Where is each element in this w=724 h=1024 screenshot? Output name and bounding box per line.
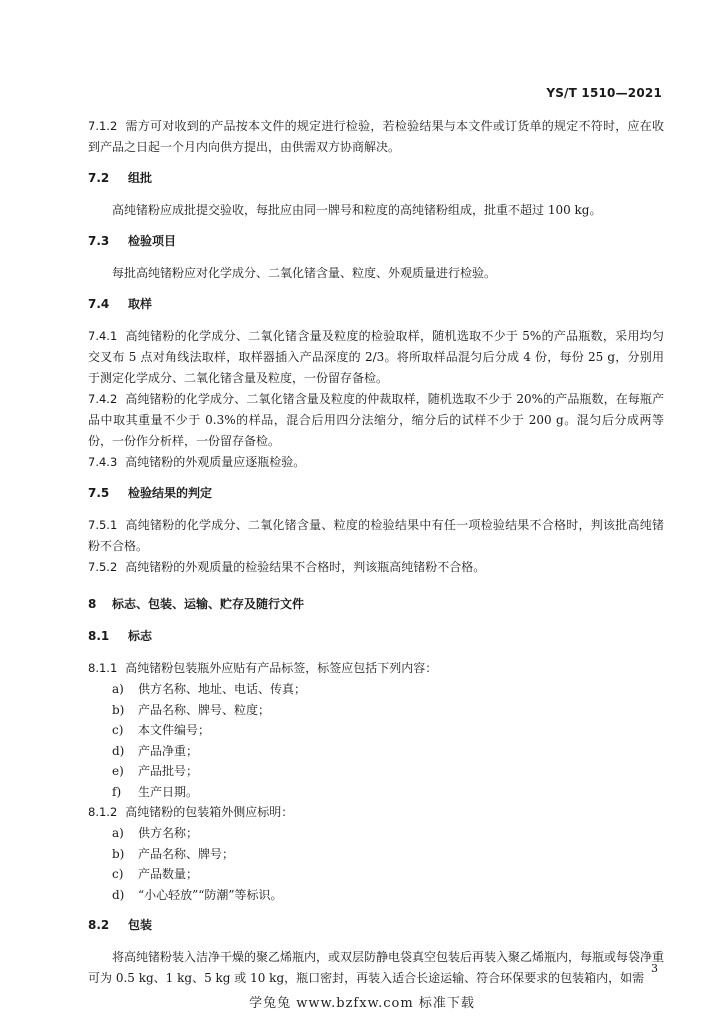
list-item <box>88 844 664 865</box>
clause-text: 高纯锗粉的化学成分、二氧化锗含量及粒度的检验取样，随机选取不少于 5%的产品瓶数，采用均匀交叉布 5 点对角线法取样，取样器插入产品深度的 2/3。将所取样品混匀后分成 4 份，每份 25 g，分别用于测定化学成分、二氧化锗含量及粒度，一份留存备检。 <box>88 329 664 385</box>
heading-title: 取样 <box>128 297 153 311</box>
list-marker: d) <box>112 743 125 758</box>
list-text: 产品净重； <box>138 743 199 758</box>
clause-text: 高纯锗粉的化学成分、二氧化锗含量及粒度的仲裁取样，随机选取不少于 20%的产品瓶数，在每瓶产品中取其重量不少于 0.3%的样品，混合后用四分法缩分，缩分后的试样不少于 200 g。混匀后分成两等份，一份作分析样，一份留存备检。 <box>88 392 664 448</box>
heading-title: 标志、包装、运输、贮存及随行文件 <box>112 597 305 611</box>
list-text: “小心轻放”“防潮”等标识。 <box>138 887 283 902</box>
heading-title: 包装 <box>128 918 153 932</box>
heading-number: 8.2 <box>88 918 110 932</box>
heading-title: 组批 <box>128 171 153 185</box>
heading-number: 7.3 <box>88 234 110 248</box>
list-item <box>88 700 664 721</box>
clause-number: 8.1.1 <box>88 661 118 675</box>
list-item <box>88 823 664 844</box>
watermark-footer: 学兔兔 www.bzfxw.com 标准下载 <box>249 996 475 1011</box>
list-item <box>88 720 664 741</box>
clause-text: 高纯锗粉的外观质量的检验结果不合格时，判该瓶高纯锗粉不合格。 <box>125 560 486 574</box>
list-marker: c) <box>112 723 124 737</box>
clause-number: 7.1.2 <box>88 119 118 133</box>
clause-number: 7.4.1 <box>88 329 118 343</box>
page-number: 3 <box>651 962 658 975</box>
list-item <box>88 761 664 782</box>
clause-7-4-2 <box>88 389 664 452</box>
clause-7-4-3 <box>88 452 664 473</box>
heading-7-3 <box>88 231 664 252</box>
clause-number: 8.1.2 <box>88 805 118 819</box>
clause-number: 7.5.2 <box>88 560 118 574</box>
list-marker: c) <box>112 867 124 881</box>
list-text: 本文件编号； <box>138 723 211 737</box>
label-content-list <box>88 679 664 802</box>
heading-number: 7.5 <box>88 486 110 500</box>
paragraph-7-3: 每批高纯锗粉应对化学成分、二氧化锗含量、粒度、外观质量进行检验。 <box>112 266 497 280</box>
heading-8 <box>88 594 664 615</box>
heading-number: 8 <box>88 597 97 611</box>
heading-8-1 <box>88 626 664 647</box>
list-text: 产品批号； <box>138 764 199 778</box>
list-item <box>88 782 664 803</box>
heading-7-2 <box>88 168 664 189</box>
clause-text: 需方可对收到的产品按本文件的规定进行检验，若检验结果与本文件或订货单的规定不符时，应在收到产品之日起一个月内向供方提出，由供需双方协商解决。 <box>88 119 664 154</box>
standard-number: YS/T 1510—2021 <box>546 86 662 100</box>
list-text: 产品名称、牌号； <box>138 846 235 861</box>
list-text: 生产日期。 <box>138 784 199 799</box>
clause-text: 高纯锗粉的包装箱外侧应标明： <box>125 805 294 819</box>
heading-7-4 <box>88 294 664 315</box>
heading-number: 7.4 <box>88 297 110 311</box>
paragraph-8-2: 将高纯锗粉装入洁净干燥的聚乙烯瓶内，或双层防静电袋真空包装后再装入聚乙烯瓶内，每瓶或每袋净重可为 0.5 kg、1 kg、5 kg 或 10 kg，瓶口密封，再装入适合长途运输、符合环保要求的包装箱内，如需 <box>88 950 665 985</box>
heading-7-5 <box>88 483 664 504</box>
list-marker: a) <box>112 826 124 840</box>
clause-number: 7.4.3 <box>88 455 118 469</box>
clause-7-4-1 <box>88 326 664 389</box>
clause-number: 7.4.2 <box>88 392 118 406</box>
heading-number: 7.2 <box>88 171 110 185</box>
document-body <box>88 116 664 989</box>
heading-title: 标志 <box>128 629 153 643</box>
heading-number: 8.1 <box>88 629 110 643</box>
list-text: 产品名称、牌号、粒度； <box>138 702 271 717</box>
clause-8-1-2 <box>88 802 664 823</box>
list-item <box>88 864 664 885</box>
clause-7-5-2 <box>88 557 664 578</box>
heading-8-2 <box>88 915 664 936</box>
clause-text: 高纯锗粉的外观质量应逐瓶检验。 <box>125 455 306 469</box>
clause-text: 高纯锗粉包装瓶外应贴有产品标签，标签应包括下列内容： <box>125 661 438 675</box>
clause-7-5-1 <box>88 515 664 557</box>
list-marker: a) <box>112 682 124 696</box>
list-marker: e) <box>112 764 124 778</box>
heading-title: 检验结果的判定 <box>128 486 213 500</box>
list-text: 供方名称； <box>138 826 199 840</box>
list-item <box>88 741 664 762</box>
list-text: 供方名称、地址、电话、传真； <box>138 682 307 696</box>
list-marker: b) <box>112 702 125 717</box>
list-marker: f) <box>112 784 122 799</box>
list-item <box>88 679 664 700</box>
clause-number: 7.5.1 <box>88 518 118 532</box>
clause-8-1-1 <box>88 658 664 679</box>
list-marker: d) <box>112 887 125 902</box>
heading-title: 检验项目 <box>128 234 177 248</box>
list-marker: b) <box>112 846 125 861</box>
paragraph-7-2: 高纯锗粉应成批提交验收，每批应由同一牌号和粒度的高纯锗粉组成，批重不超过 100 kg。 <box>112 203 602 217</box>
list-item <box>88 885 664 906</box>
clause-7-1-2 <box>88 116 664 158</box>
box-marking-list <box>88 823 664 905</box>
list-text: 产品数量； <box>138 867 199 881</box>
clause-text: 高纯锗粉的化学成分、二氧化锗含量、粒度的检验结果中有任一项检验结果不合格时，判该批高纯锗粉不合格。 <box>88 518 664 553</box>
